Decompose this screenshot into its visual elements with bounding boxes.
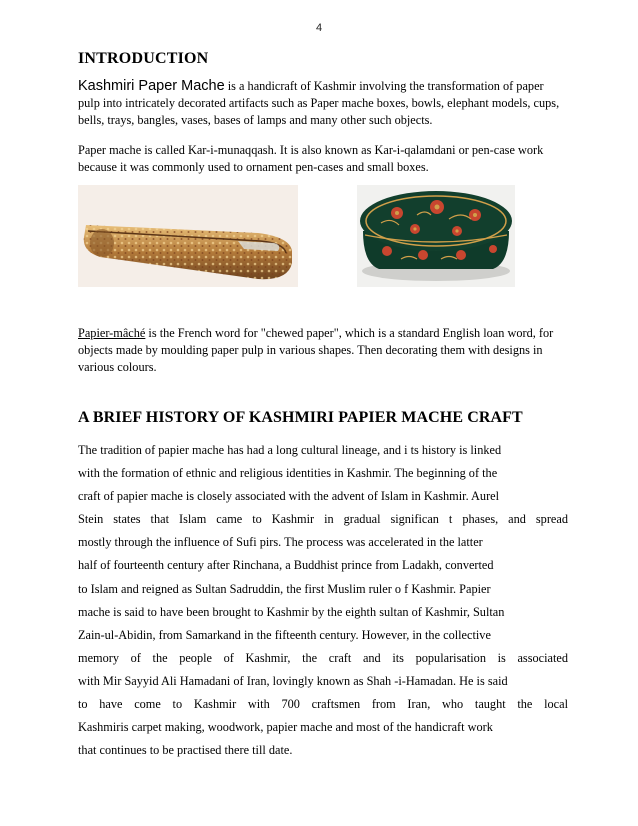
history-line: half of fourteenth century after Rinchana, a Buddhist prince from Ladakh, converted [78,558,494,573]
history-line: mache is said to have been brought to Kashmir by the eighth sultan of Kashmir, Sultan [78,604,505,619]
history-heading: A BRIEF HISTORY OF KASHMIRI PAPIER MACHE CRAFT [78,409,523,426]
history-line: The tradition of papier mache has had a long cultural lineage, and i ts history is linked [78,443,502,457]
history-line: Stein states that Islam came to Kashmir in gradual significan t phases, and spread [78,512,568,527]
papier-mache-link[interactable]: Papier-mâché [78,326,146,340]
history-line: memory of the people of Kashmir, the craft and its popularisation is associated [78,650,568,665]
lacquered-box-photo-icon [357,185,515,287]
lead-term: Kashmiri Paper Mache [78,78,225,94]
intro-paragraph-2: Paper mache is called Kar-i-munaqqash. It is also known as Kar-i-qalamdani or pen-case work because it was commonly used to ornament pen-cases and small boxes. [78,143,544,174]
intro-paragraph-1 [78,78,568,129]
intro-heading: INTRODUCTION [78,50,209,67]
history-line: to Islam and reigned as Sultan Sadruddin, the first Muslim ruler o f Kashmir. Papier [78,581,491,596]
history-line: Kashmiris carpet making, woodwork, papier mache and most of the handicraft work [78,720,493,735]
intro-paragraph-3 [78,325,568,376]
history-line: Zain-ul-Abidin, from Samarkand in the fifteenth century. However, in the collective [78,627,491,642]
page-number: 4 [315,22,323,34]
intro-paragraph-1-text: is a handicraft of Kashmir involving the transformation of paper pulp into intricately decorated artifacts such as Paper mache boxes, bowls, elephant models, cups, bells, trays, bangles, vases, bases of lamps and many other such objects. [78,79,560,127]
pen-case-photo-icon [78,185,298,287]
history-line: with the formation of ethnic and religious identities in Kashmir. The beginning of the [78,466,498,481]
history-line: with Mir Sayyid Ali Hamadani of Iran, lovingly known as Shah -i-Hamadan. He is said [78,673,508,688]
history-line: that continues to be practised there till date. [78,743,293,758]
history-line: to have come to Kashmir with 700 craftsmen from Iran, who taught the local [78,697,568,712]
pen-case-photo [78,185,298,287]
history-line: craft of papier mache is closely associated with the advent of Islam in Kashmir. Aurel [78,489,500,504]
history-paragraph [78,439,568,762]
intro-paragraph-3-text: is the French word for "chewed paper", which is a standard English loan word, for objects made by moulding paper pulp in various shapes. Then decorating them with designs in various colours. [78,326,554,374]
history-line: mostly through the influence of Sufi pirs. The process was accelerated in the latter [78,535,483,550]
lacquered-box-photo [357,185,515,287]
